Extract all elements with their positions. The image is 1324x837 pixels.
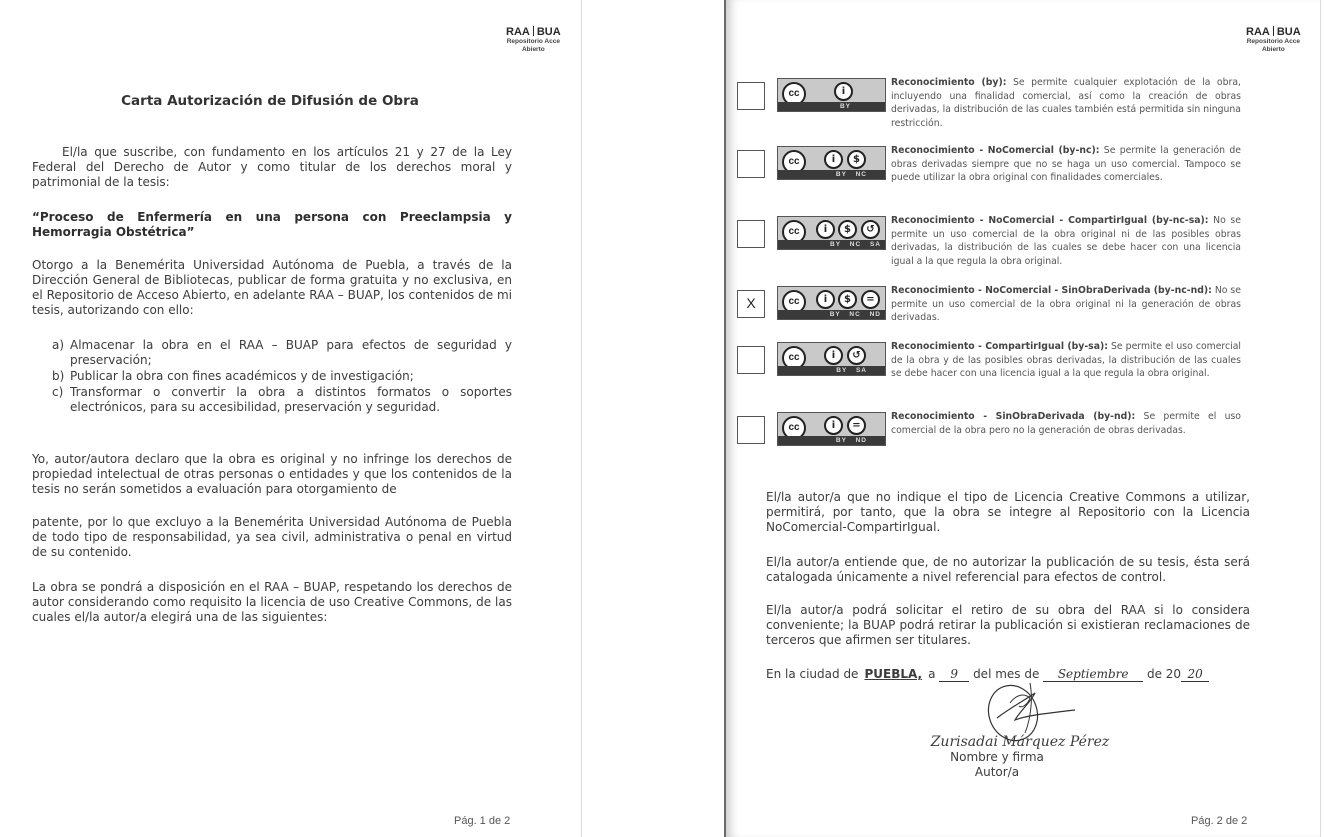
month-field: Septiembre	[1043, 667, 1143, 682]
year-prefix: de 20	[1143, 667, 1182, 681]
list-item	[52, 369, 512, 384]
logo-subtitle-1: Repositorio Acce	[506, 38, 560, 45]
attribution-icon: i	[816, 220, 835, 239]
license-desc: Se permite el uso comercial de la obra pero no la generación de obras derivadas.	[891, 411, 1241, 436]
list-label: b)	[52, 369, 65, 383]
attribution-icon: i	[824, 150, 843, 169]
cc-by-sa-badge	[777, 342, 886, 376]
cc-by-nc-sa-badge	[777, 216, 886, 250]
signer-name: Zurisadai Márquez Pérez	[930, 734, 1110, 750]
license-checkbox-selected[interactable]: X	[737, 290, 765, 318]
license-desc: Se permite la generación de obras derivadas siempre que no se haga un uso comercial. Tampoco se puede utilizar la obra original con finalidades comerciales.	[891, 145, 1241, 183]
attribution-icon: i	[824, 346, 843, 365]
a-text: a	[924, 667, 940, 681]
withdrawal-paragraph: El/la autor/a podrá solicitar el retiro de su obra del RAA si lo considera conveniente; la BUAP podrá retirar la publicación si existieran reclamaciones de terceros que afirmen ser titulares.	[766, 603, 1250, 647]
attribution-icon: i	[816, 290, 835, 309]
cc-icon: cc	[782, 416, 806, 440]
declaration-paragraph-cont: patente, por lo que excluyo a la Benemérita Universidad Autónoma de Puebla de todo tipo de responsabilidad, ya sea civil, administrativa o penal en virtud de su contenido.	[32, 515, 512, 559]
logo-raa: RAA	[1246, 26, 1270, 38]
page-number-1: Pág. 1 de 2	[454, 815, 511, 827]
license-name: Reconocimiento - CompartirIgual (by-sa):	[891, 341, 1108, 352]
license-name: Reconocimiento - NoComercial (by-nc):	[891, 145, 1100, 156]
license-description	[891, 340, 1241, 381]
license-description	[891, 214, 1241, 268]
license-description	[891, 410, 1241, 437]
year-field: 20	[1181, 667, 1209, 682]
cc-icon: cc	[782, 290, 806, 314]
non-authorization-paragraph: El/la autor/a entiende que, de no autorizar la publicación de su tesis, ésta será catalogada únicamente a nivel referencial para efectos de control.	[766, 555, 1250, 584]
availability-paragraph: La obra se pondrá a disposición en el RAA – BUAP, respetando los derechos de autor considerando como requisito la licencia de uso Creative Commons, de las cuales el/la autor/a elegirá una de las siguientes:	[32, 580, 512, 624]
badge-label: BY NC ND	[829, 311, 881, 318]
cc-by-nc-nd-badge	[777, 286, 886, 320]
city-field: PUEBLA,	[864, 667, 923, 681]
sharealike-icon: ↺	[861, 220, 880, 239]
list-label: c)	[52, 385, 64, 399]
license-desc: Se permite el uso comercial de la obra y de las posibles obras derivadas, la distribución de las cuales se debe hacer con una licencia igual a la que regula la obra original.	[891, 341, 1242, 379]
license-checkbox[interactable]	[737, 346, 765, 374]
noncommercial-icon: $	[838, 290, 857, 309]
cc-by-nc-badge	[777, 146, 886, 180]
license-checkbox[interactable]	[737, 416, 765, 444]
cc-icon: cc	[782, 150, 806, 174]
declaration-paragraph: Yo, autor/autora declaro que la obra es original y no infringe los derechos de propiedad intelectual de otras personas o entidades y que los contenidos de la tesis no serán sometidos a evaluación para otorgamiento de	[32, 452, 512, 496]
badge-label: BY NC	[835, 171, 867, 178]
logo-subtitle-2: Abierto	[1261, 45, 1285, 53]
logo-subtitle-2: Abierto	[521, 45, 545, 53]
logo-subtitle-1: Repositorio Acce	[1246, 38, 1300, 45]
badge-label: BY SA	[836, 367, 867, 374]
list-text: Almacenar la obra en el RAA – BUAP para efectos de seguridad y preservación;	[70, 338, 512, 367]
logo-raa: RAA	[506, 26, 530, 38]
noncommercial-icon: $	[847, 150, 866, 169]
list-label: a)	[52, 338, 65, 352]
license-name: Reconocimiento - NoComercial - CompartirIgual (by-nc-sa):	[891, 215, 1209, 226]
signature-label: Nombre y firma	[950, 750, 1044, 764]
grant-paragraph: Otorgo a la Benemérita Universidad Autónoma de Puebla, a través de la Dirección General de Bibliotecas, publicar de forma gratuita y no exclusiva, en el Repositorio de Acceso Abierto, en adelante RAA – BUAP, los contenidos de mi tesis, autorizando con ello:	[32, 258, 512, 317]
license-description	[891, 76, 1241, 130]
attribution-icon: i	[824, 416, 843, 435]
intro-paragraph: El/la que suscribe, con fundamento en los artículos 21 y 27 de la Ley Federal del Derecho de Autor y como titular de los derechos moral y patrimonial de la tesis:	[32, 145, 512, 189]
license-name: Reconocimiento (by):	[891, 77, 1007, 88]
license-checkbox[interactable]	[737, 82, 765, 110]
license-name: Reconocimiento - SinObraDerivada (by-nd):	[891, 411, 1136, 422]
document-title: Carta Autorización de Difusión de Obra	[121, 93, 419, 109]
badge-label: BY NC SA	[830, 241, 881, 248]
page-number-2: Pág. 2 de 2	[1191, 815, 1248, 827]
noderivatives-icon: =	[861, 290, 880, 309]
logo-buap: BUA	[536, 26, 561, 38]
default-license-paragraph: El/la autor/a que no indique el tipo de Licencia Creative Commons a utilizar, permitirá, por tanto, que la obra se integre al Repositorio con la Licencia NoComercial-CompartirIgual.	[766, 490, 1250, 534]
role-label: Autor/a	[974, 765, 1020, 779]
cc-by-nd-badge	[777, 412, 886, 446]
badge-label: BY ND	[835, 437, 867, 444]
license-description	[891, 144, 1241, 185]
list-text: Publicar la obra con fines académicos y de investigación;	[70, 369, 414, 383]
document-page-1	[0, 0, 581, 837]
page-2-edge	[1320, 0, 1321, 837]
noncommercial-icon: $	[838, 220, 857, 239]
badge-label: BY	[839, 103, 851, 110]
license-desc: No se permite un uso comercial de la obra original ni la generación de obras derivadas.	[891, 285, 1242, 323]
list-text: Transformar o convertir la obra a distintos formatos o soportes electrónicos, para su accesibilidad, preservación y seguridad.	[70, 385, 512, 414]
badge-strip	[778, 102, 885, 111]
logo-buap: BUA	[1276, 26, 1301, 38]
license-checkbox[interactable]	[737, 150, 765, 178]
license-desc: Se permite cualquier explotación de la obra, incluyendo una finalidad comercial, así como la creación de obras derivadas, la distribución de las cuales también está permitida sin ninguna restricción.	[891, 77, 1241, 129]
list-item	[52, 338, 512, 368]
license-desc: No se permite un uso comercial de la obra original ni de las posibles obras derivadas, la distribución de las cuales se debe hacer con una licencia igual a la que regula la obra original.	[891, 215, 1241, 267]
license-description	[891, 284, 1241, 325]
page-gap	[582, 0, 724, 837]
thesis-title: “Proceso de Enfermería en una persona con Preeclampsia y Hemorragia Obstétrica”	[32, 210, 512, 239]
badge-strip	[778, 436, 885, 445]
month-label: del mes de	[969, 667, 1044, 681]
attribution-icon: i	[834, 82, 853, 101]
cc-icon: cc	[782, 220, 806, 244]
cc-icon: cc	[782, 82, 806, 106]
cc-icon: cc	[782, 346, 806, 370]
badge-strip	[778, 366, 885, 375]
noderivatives-icon: =	[847, 416, 866, 435]
cc-by-badge	[777, 78, 886, 112]
place-prefix: En la ciudad de	[766, 667, 863, 681]
raa-buap-logo	[506, 26, 561, 53]
badge-strip	[778, 170, 885, 179]
list-item	[52, 385, 512, 415]
license-checkbox[interactable]	[737, 220, 765, 248]
day-field: 9	[939, 667, 969, 682]
raa-buap-logo	[1246, 26, 1301, 53]
license-name: Reconocimiento - NoComercial - SinObraDerivada (by-nc-nd):	[891, 285, 1212, 296]
sharealike-icon: ↺	[847, 346, 866, 365]
